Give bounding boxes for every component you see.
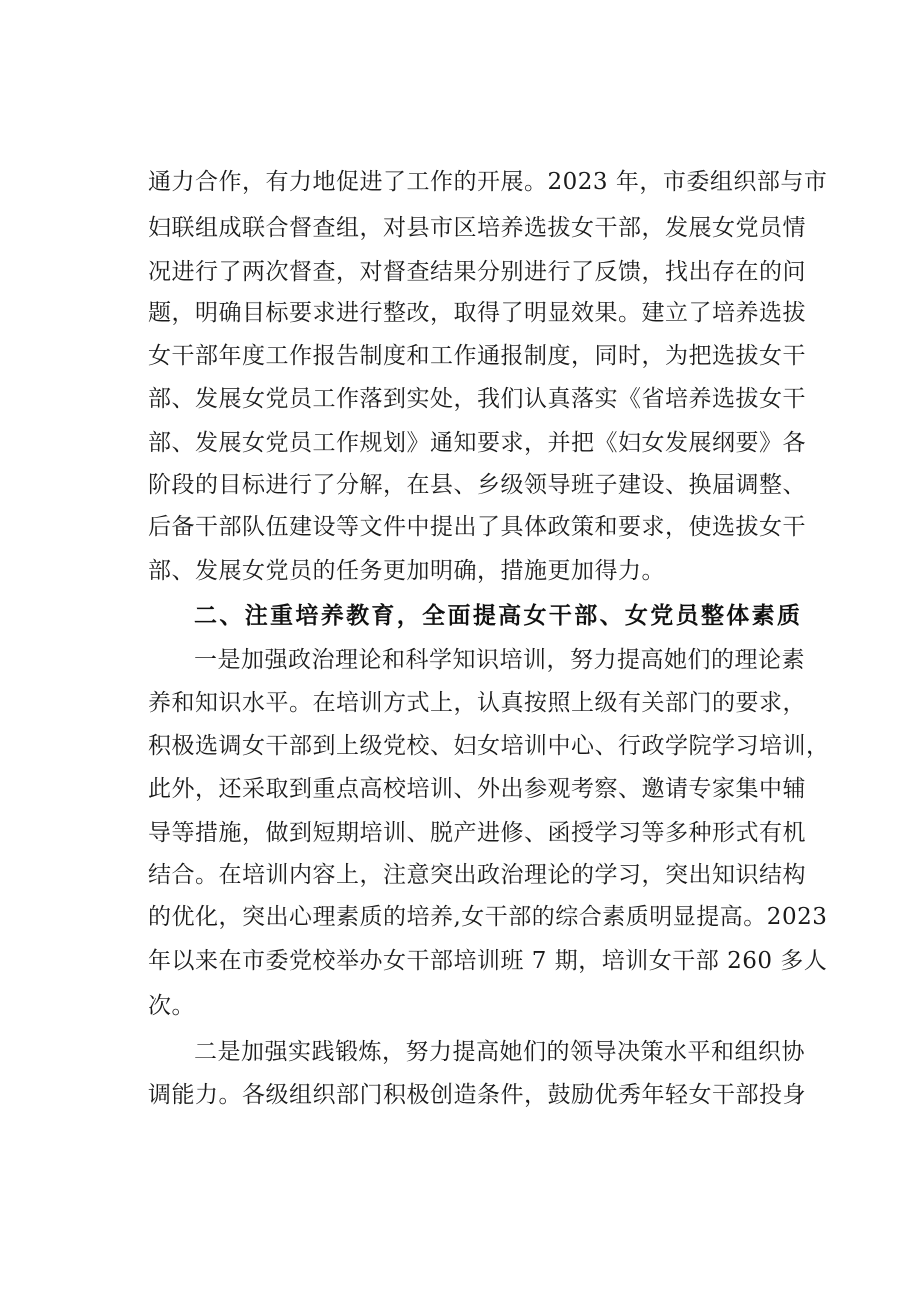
paragraph-line: 次。 [148,993,195,1019]
paragraph-line: 一是加强政治理论和科学知识培训，努力提高她们的理论素 [194,647,805,673]
paragraph-line: 二是加强实践锻炼，努力提高她们的领导决策水平和组织协 [194,1039,805,1065]
section-heading: 二、注重培养教育，全面提高女干部、女党员整体素质 [194,603,800,629]
paragraph-line: 部、发展女党员工作落到实处，我们认真落实《省培养选拔女干 [148,386,806,412]
paragraph-line: 部、发展女党员工作规划》通知要求，并把《妇女发展纲要》各 [148,430,806,456]
paragraph-line: 养和知识水平。在培训方式上，认真按照上级有关部门的要求， [148,690,806,716]
paragraph-line: 此外，还采取到重点高校培训、外出参观考察、邀请专家集中辅 [148,776,806,802]
paragraph-line: 妇联组成联合督查组，对县市区培养选拔女干部，发展女党员情 [148,215,806,241]
paragraph-line: 阶段的目标进行了分解，在县、乡级领导班子建设、换届调整、 [148,472,806,498]
paragraph-line: 女干部年度工作报告制度和工作通报制度，同时，为把选拔女干 [148,343,806,369]
paragraph-line: 积极选调女干部到上级党校、妇女培训中心、行政学院学习培训， [148,733,830,759]
paragraph-line: 调能力。各级组织部门积极创造条件，鼓励优秀年轻女干部投身 [148,1082,806,1108]
paragraph-line: 的优化，突出心理素质的培养,女干部的综合素质明显提高。2023 [148,904,828,930]
paragraph-line: 结合。在培训内容上，注意突出政治理论的学习，突出知识结构 [148,862,806,888]
paragraph-line: 部、发展女党员的任务更加明确，措施更加得力。 [148,558,665,584]
paragraph-line: 后备干部队伍建设等文件中提出了具体政策和要求，使选拔女干 [148,514,806,540]
paragraph-line: 题，明确目标要求进行整改，取得了明显效果。建立了培养选拔 [148,300,806,326]
paragraph-line: 导等措施，做到短期培训、脱产进修、函授学习等多种形式有机 [148,820,806,846]
paragraph-line: 况进行了两次督查，对督查结果分别进行了反馈，找出存在的问 [148,259,806,285]
paragraph-line: 通力合作，有力地促进了工作的开展。2023 年，市委组织部与市 [148,169,828,195]
paragraph-line: 年以来在市委党校举办女干部培训班 7 期，培训女干部 260 多人 [148,948,828,974]
